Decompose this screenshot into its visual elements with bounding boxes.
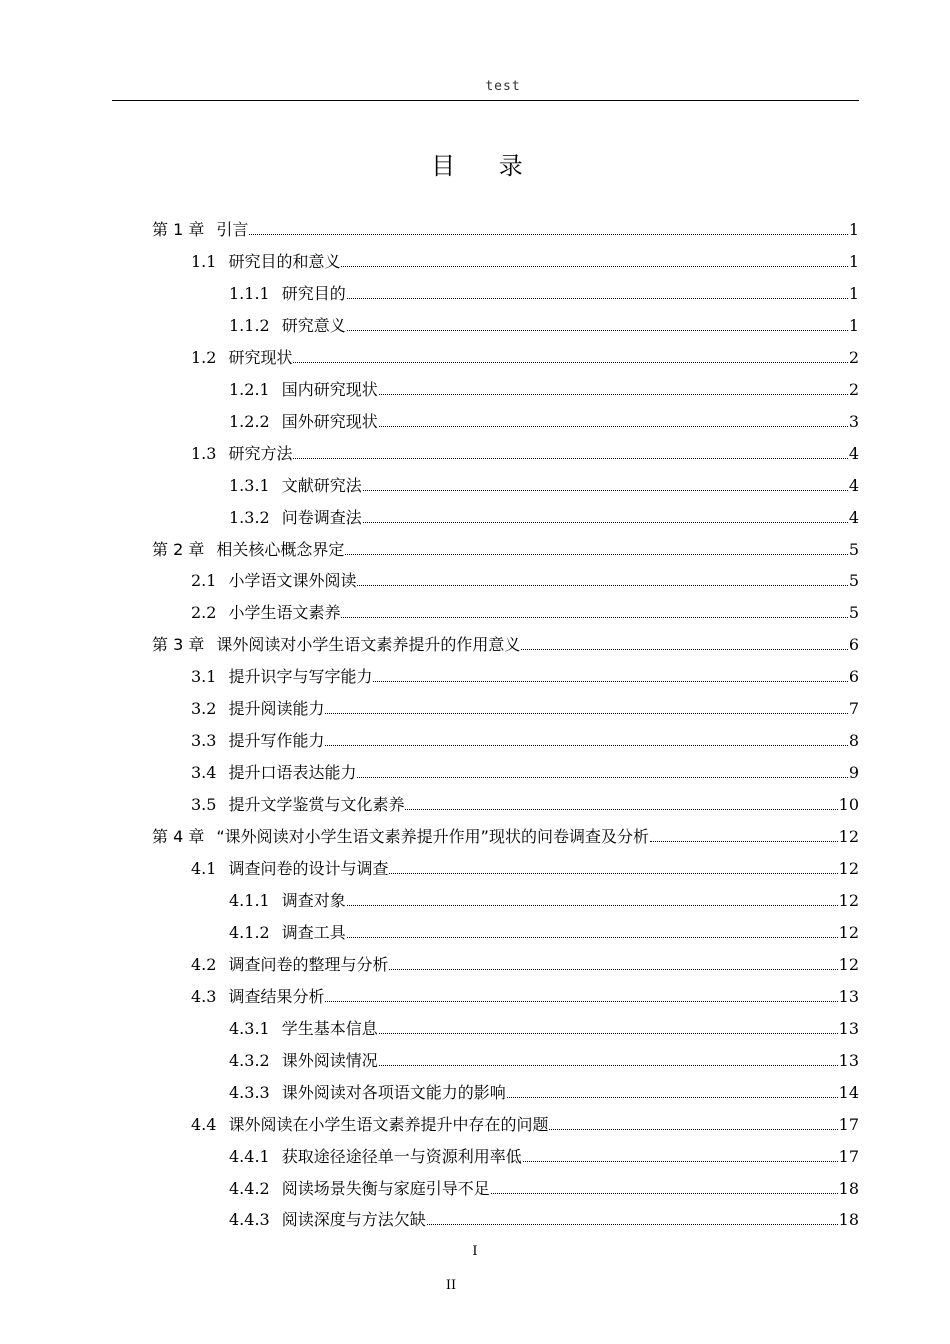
toc-entry-page: 5	[848, 603, 859, 623]
toc-entry-text: 提升口语表达能力	[228, 763, 357, 783]
toc-entry-number: 1.3.1	[229, 475, 270, 495]
toc-dot-leader	[389, 969, 837, 970]
toc-entry-number: 3.2	[191, 699, 217, 719]
toc-dot-leader	[549, 1129, 837, 1130]
toc-entry[interactable]	[229, 1075, 859, 1103]
toc-entry-page: 1	[848, 251, 859, 271]
toc-entry-text: 获取途径途径单一与资源利用率低	[281, 1146, 522, 1166]
toc-entry-text: 研究意义	[281, 315, 346, 335]
toc-dot-leader	[341, 266, 847, 267]
toc-entry-page: 14	[838, 1082, 859, 1102]
toc-title: 目 录	[431, 152, 541, 180]
page-number-secondary: II	[445, 1278, 457, 1293]
header-rule	[112, 100, 859, 101]
toc-entry[interactable]	[229, 1139, 859, 1167]
toc-entry-text: 国内研究现状	[281, 379, 378, 399]
toc-entry-text: 调查结果分析	[228, 986, 325, 1006]
toc-dot-leader	[293, 458, 847, 459]
toc-entry-number: 2.1	[191, 571, 217, 591]
toc-entry-number: 1.2.1	[229, 379, 270, 399]
toc-entry[interactable]	[229, 500, 859, 528]
toc-dot-leader	[347, 330, 848, 331]
toc-entry-label	[229, 508, 362, 528]
toc-entry-number: 1.3	[191, 443, 217, 463]
toc-entry-text: 调查问卷的整理与分析	[228, 954, 389, 974]
toc-entry-number: 3.5	[191, 795, 217, 815]
toc-entry-label	[229, 284, 346, 304]
toc-entry-label	[152, 635, 520, 655]
toc-entry-page: 2	[848, 347, 859, 367]
toc-entry-text: 引言	[216, 220, 249, 239]
toc-entry-page: 13	[838, 1050, 859, 1070]
toc-entry-page: 13	[838, 986, 859, 1006]
toc-entry-label	[229, 1019, 378, 1039]
toc-entry-page: 18	[838, 1210, 859, 1230]
toc-entry-number: 4.4.3	[229, 1210, 270, 1230]
toc-entry[interactable]	[191, 755, 859, 783]
toc-entry-page: 1	[848, 220, 859, 239]
toc-entry-text: 调查工具	[281, 922, 346, 942]
toc-entry-label	[229, 891, 346, 911]
toc-entry[interactable]	[152, 819, 859, 847]
toc-entry-page: 10	[838, 795, 859, 815]
toc-entry-number: 3.1	[191, 667, 217, 687]
toc-entry[interactable]	[191, 340, 859, 368]
toc-dot-leader	[521, 649, 847, 650]
toc-entry-text: 学生基本信息	[281, 1018, 378, 1038]
toc-entry[interactable]	[152, 627, 859, 655]
toc-entry-label	[191, 795, 404, 815]
toc-entry-text: 提升文学鉴赏与文化素养	[228, 795, 405, 815]
toc-dot-leader	[507, 1097, 838, 1098]
toc-entry-page: 3	[848, 411, 859, 431]
toc-dot-leader	[363, 490, 848, 491]
toc-dot-leader	[345, 554, 847, 555]
toc-entry-label	[229, 923, 346, 943]
toc-entry-label	[229, 316, 346, 336]
toc-entry-label	[191, 252, 340, 272]
toc-entry[interactable]	[229, 1011, 859, 1039]
toc-entry[interactable]	[229, 915, 859, 943]
toc-entry-page: 1	[848, 283, 859, 303]
toc-dot-leader	[357, 777, 847, 778]
toc-dot-leader	[405, 809, 837, 810]
toc-dot-leader	[379, 1065, 838, 1066]
toc-entry-text: 提升写作能力	[228, 731, 325, 751]
toc-entry-page: 12	[838, 890, 859, 910]
toc-entry[interactable]	[191, 659, 859, 687]
toc-entry-number: 4.4.2	[229, 1178, 270, 1198]
toc-dot-leader	[249, 234, 847, 235]
toc-entry[interactable]	[191, 1107, 859, 1135]
toc-entry-text: 文献研究法	[281, 475, 362, 495]
toc-entry-page: 7	[848, 699, 859, 719]
toc-entry-text: 调查对象	[281, 890, 346, 910]
toc-entry-number: 4.4.1	[229, 1146, 270, 1166]
toc-entry-number: 4.3.1	[229, 1018, 270, 1038]
toc-entry[interactable]	[191, 691, 859, 719]
toc-entry-text: “课外阅读对小学生语文素养提升作用”现状的问卷调查及分析	[216, 827, 649, 847]
toc-entry-label	[191, 955, 388, 975]
toc-dot-leader	[373, 681, 847, 682]
toc-entry-text: 课外阅读情况	[281, 1050, 378, 1070]
toc-entry-page: 5	[848, 539, 859, 559]
toc-entry-label	[229, 1051, 378, 1071]
toc-entry-label	[229, 412, 378, 432]
toc-entry-label	[191, 731, 324, 751]
toc-entry[interactable]	[152, 532, 859, 560]
toc-entry-text: 问卷调查法	[281, 507, 362, 527]
toc-dot-leader	[347, 298, 848, 299]
toc-dot-leader	[325, 713, 847, 714]
toc-entry-text: 研究现状	[228, 347, 293, 367]
toc-dot-leader	[357, 585, 847, 586]
toc-dot-leader	[379, 394, 848, 395]
toc-entry-text: 课外阅读对小学生语文素养提升的作用意义	[216, 635, 521, 655]
toc-entry-page: 4	[848, 443, 859, 463]
toc-entry[interactable]	[229, 404, 859, 432]
toc-entry[interactable]	[229, 372, 859, 400]
toc-entry-label	[191, 859, 388, 879]
toc-entry-label	[191, 699, 324, 719]
toc-entry-page: 17	[838, 1146, 859, 1166]
toc-entry-text: 研究目的和意义	[228, 251, 341, 271]
toc-entry-text: 小学语文课外阅读	[228, 571, 357, 591]
toc-entry-text: 国外研究现状	[281, 411, 378, 431]
toc-dot-leader	[389, 873, 837, 874]
toc-entry-page: 17	[838, 1114, 859, 1134]
toc-entry-number: 4.4	[191, 1114, 217, 1134]
toc-entry-page: 1	[848, 315, 859, 335]
toc-entry-page: 12	[838, 954, 859, 974]
toc-entry-number: 第 1 章	[152, 220, 205, 239]
toc-entry-label	[152, 220, 248, 240]
toc-entry-number: 第 4 章	[152, 827, 205, 847]
toc-dot-leader	[379, 1033, 838, 1034]
toc-entry-page: 6	[848, 635, 859, 655]
toc-entry-text: 阅读场景失衡与家庭引导不足	[281, 1178, 490, 1198]
toc-dot-leader	[650, 841, 838, 842]
toc-entry-number: 2.2	[191, 603, 217, 623]
page-number-primary: I	[472, 1244, 478, 1259]
toc-entry[interactable]	[229, 468, 859, 496]
toc-entry-text: 课外阅读在小学生语文素养提升中存在的问题	[228, 1114, 549, 1134]
toc-entry-number: 4.1	[191, 859, 217, 878]
toc-entry-label	[191, 987, 324, 1007]
toc-entry[interactable]	[229, 1202, 859, 1230]
toc-entry-label	[229, 1147, 522, 1167]
toc-entry-page: 12	[838, 922, 859, 942]
toc-dot-leader	[325, 1001, 837, 1002]
toc-entry-text: 调查问卷的设计与调查	[228, 859, 389, 878]
toc-entry-label	[229, 380, 378, 400]
toc-entry-number: 第 2 章	[152, 539, 205, 559]
toc-entry-label	[191, 763, 356, 783]
toc-entry-number: 4.3.3	[229, 1082, 270, 1102]
toc-entry-label	[229, 1179, 490, 1199]
toc-entry[interactable]	[229, 1043, 859, 1071]
toc-entry-text: 小学生语文素养	[228, 603, 341, 623]
toc-dot-leader	[523, 1161, 838, 1162]
toc-entry-text: 相关核心概念界定	[216, 539, 345, 559]
toc-entry-text: 阅读深度与方法欠缺	[281, 1210, 426, 1230]
toc-entry-number: 3.3	[191, 731, 217, 751]
toc-dot-leader	[379, 426, 848, 427]
toc-entry-label	[191, 571, 356, 591]
toc-entry-number: 4.2	[191, 954, 217, 974]
toc-entry[interactable]	[191, 563, 859, 591]
toc-entry-label	[152, 540, 344, 560]
toc-entry-page: 9	[848, 763, 859, 783]
toc-entry-page: 2	[848, 379, 859, 399]
toc-entry-page: 5	[848, 571, 859, 591]
toc-entry-text: 研究目的	[281, 283, 346, 303]
toc-entry-number: 4.1.2	[229, 922, 270, 942]
toc-entry-page: 18	[838, 1178, 859, 1198]
toc-entry-label	[191, 1115, 548, 1135]
toc-dot-leader	[341, 617, 847, 618]
toc-entry-number: 4.1.1	[229, 890, 270, 910]
toc-entry-label	[191, 348, 292, 368]
toc-dot-leader	[347, 937, 838, 938]
toc-entry-page: 6	[848, 667, 859, 687]
toc-entry-label	[191, 603, 340, 623]
toc-entry-number: 1.2.2	[229, 411, 270, 431]
toc-dot-leader	[363, 522, 848, 523]
toc-dot-leader	[491, 1193, 838, 1194]
toc-entry-text: 研究方法	[228, 443, 293, 463]
toc-entry-label	[229, 1210, 426, 1230]
toc-entry-label	[152, 827, 649, 847]
toc-entry-number: 1.3.2	[229, 507, 270, 527]
toc-entry-page: 4	[848, 507, 859, 527]
toc-entry-label	[229, 476, 362, 496]
toc-entry[interactable]	[229, 1171, 859, 1199]
toc-entry-text: 提升识字与写字能力	[228, 667, 373, 687]
toc-entry-text: 课外阅读对各项语文能力的影响	[281, 1082, 506, 1102]
toc-entry-number: 1.1	[191, 251, 217, 271]
toc-entry-label	[191, 667, 372, 687]
toc-entry-number: 4.3.2	[229, 1050, 270, 1070]
toc-entry-page: 13	[838, 1018, 859, 1038]
toc-entry[interactable]	[229, 276, 859, 304]
toc-entry[interactable]	[191, 723, 859, 751]
toc-entry[interactable]	[191, 595, 859, 623]
toc-entry-page: 12	[838, 827, 859, 847]
toc-entry[interactable]	[152, 212, 859, 240]
toc-entry[interactable]	[191, 244, 859, 272]
toc-entry-number: 1.1.1	[229, 283, 270, 303]
toc-entry[interactable]	[191, 979, 859, 1007]
toc-entry-page: 8	[848, 731, 859, 751]
toc-dot-leader	[293, 362, 847, 363]
toc-entry[interactable]	[229, 308, 859, 336]
toc-entry-text: 提升阅读能力	[228, 699, 325, 719]
toc-entry-label	[229, 1083, 506, 1103]
toc-entry-number: 第 3 章	[152, 635, 205, 655]
toc-dot-leader	[325, 745, 847, 746]
toc-entry-page: 12	[838, 859, 859, 878]
toc-dot-leader	[347, 905, 838, 906]
toc-entry-page: 4	[848, 475, 859, 495]
toc-entry-label	[191, 444, 292, 464]
toc-entry-number: 4.3	[191, 986, 217, 1006]
toc-entry-number: 1.1.2	[229, 315, 270, 335]
toc-entry[interactable]	[191, 947, 859, 975]
toc-dot-leader	[427, 1224, 838, 1225]
toc-entry-number: 3.4	[191, 763, 217, 783]
page-header-text: test	[485, 79, 521, 94]
toc-entry[interactable]	[191, 787, 859, 815]
toc-entry[interactable]	[191, 851, 859, 879]
toc-entry-number: 1.2	[191, 347, 217, 367]
toc-entry[interactable]	[229, 883, 859, 911]
toc-entry[interactable]	[191, 436, 859, 464]
